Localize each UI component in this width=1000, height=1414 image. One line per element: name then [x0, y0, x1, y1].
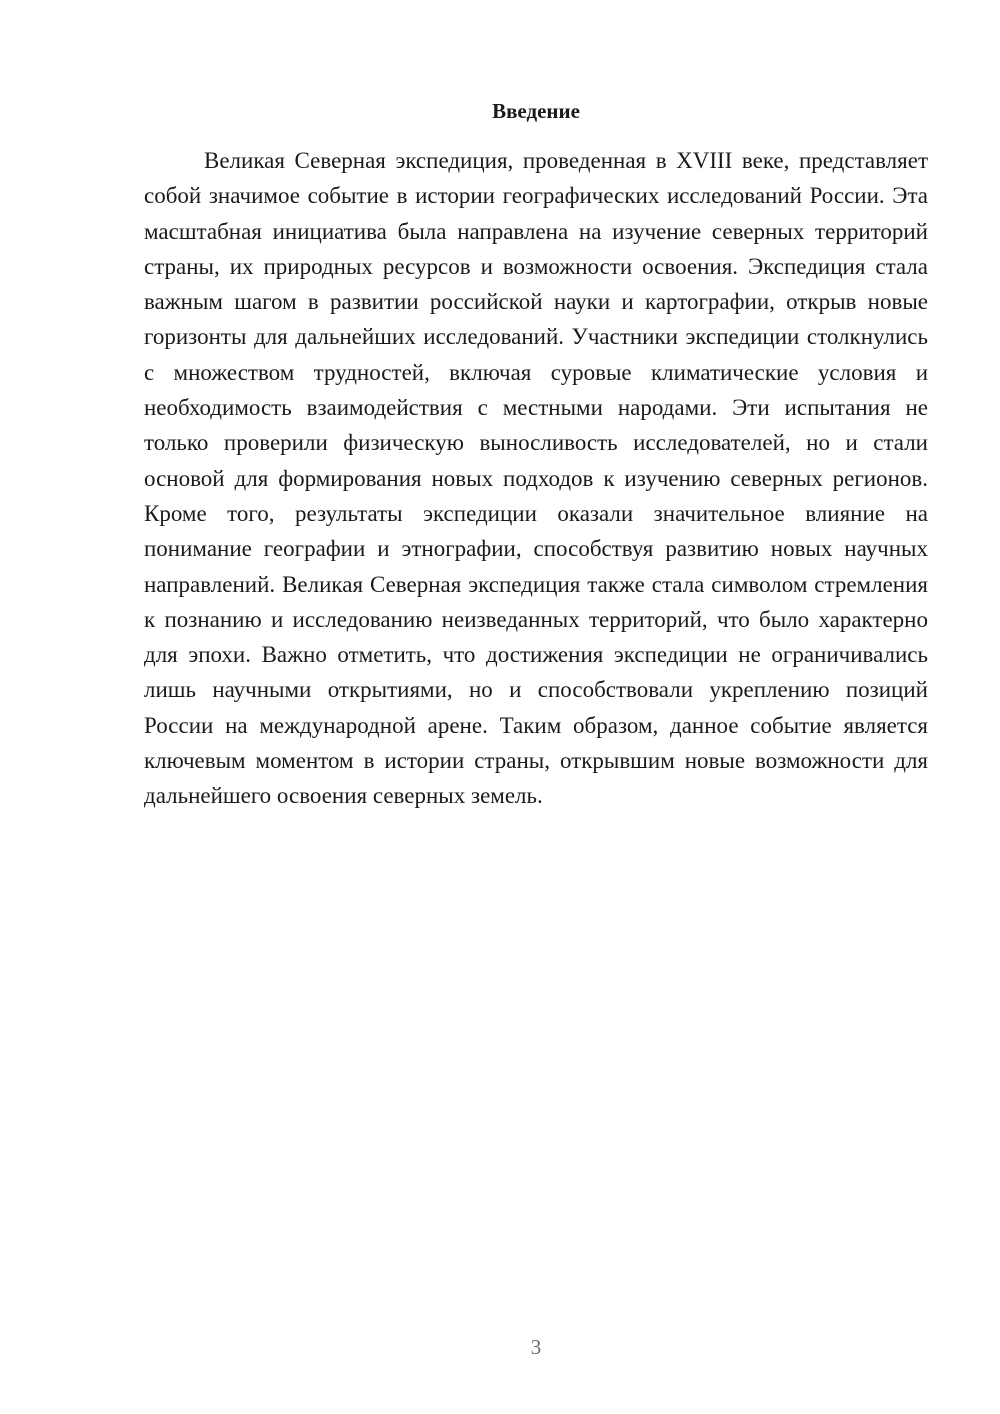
page-number: 3 [530, 1335, 542, 1359]
section-heading: Введение [492, 99, 580, 123]
body-paragraph: Великая Северная экспедиция, проведенная в XVIII веке, представляет собой значимое событие в истории географических исследований России. Эта масштабная инициатива была направлена на изучение северных территорий страны, их природных ресурсов и возможности освоения. Экспедиция стала важным шагом в развитии российской науки и картографии, открыв новые горизонты для дальнейших исследований. Участники экспедиции столкнулись с множеством трудностей, включая суровые климатические условия и необходимость взаимодействия с местными народами. Эти испытания не только проверили физическую выносливость исследователей, но и стали основой для формирования новых подходов к изучению северных регионов. Кроме того, результаты экспедиции оказали значительное влияние на понимание географии и этнографии, способствуя развитию новых научных направлений. Великая Северная экспедиция также стала символом стремления к познанию и исследованию неизведанных территорий, что было характерно для эпохи. Важно отметить, что достижения экспедиции не ограничивались лишь научными открытиями, но и способствовали укреплению позиций России на международной арене. Таким образом, данное событие является ключевым моментом в истории страны, открывшим новые возможности для дальнейшего освоения северных земель. [144, 148, 928, 809]
